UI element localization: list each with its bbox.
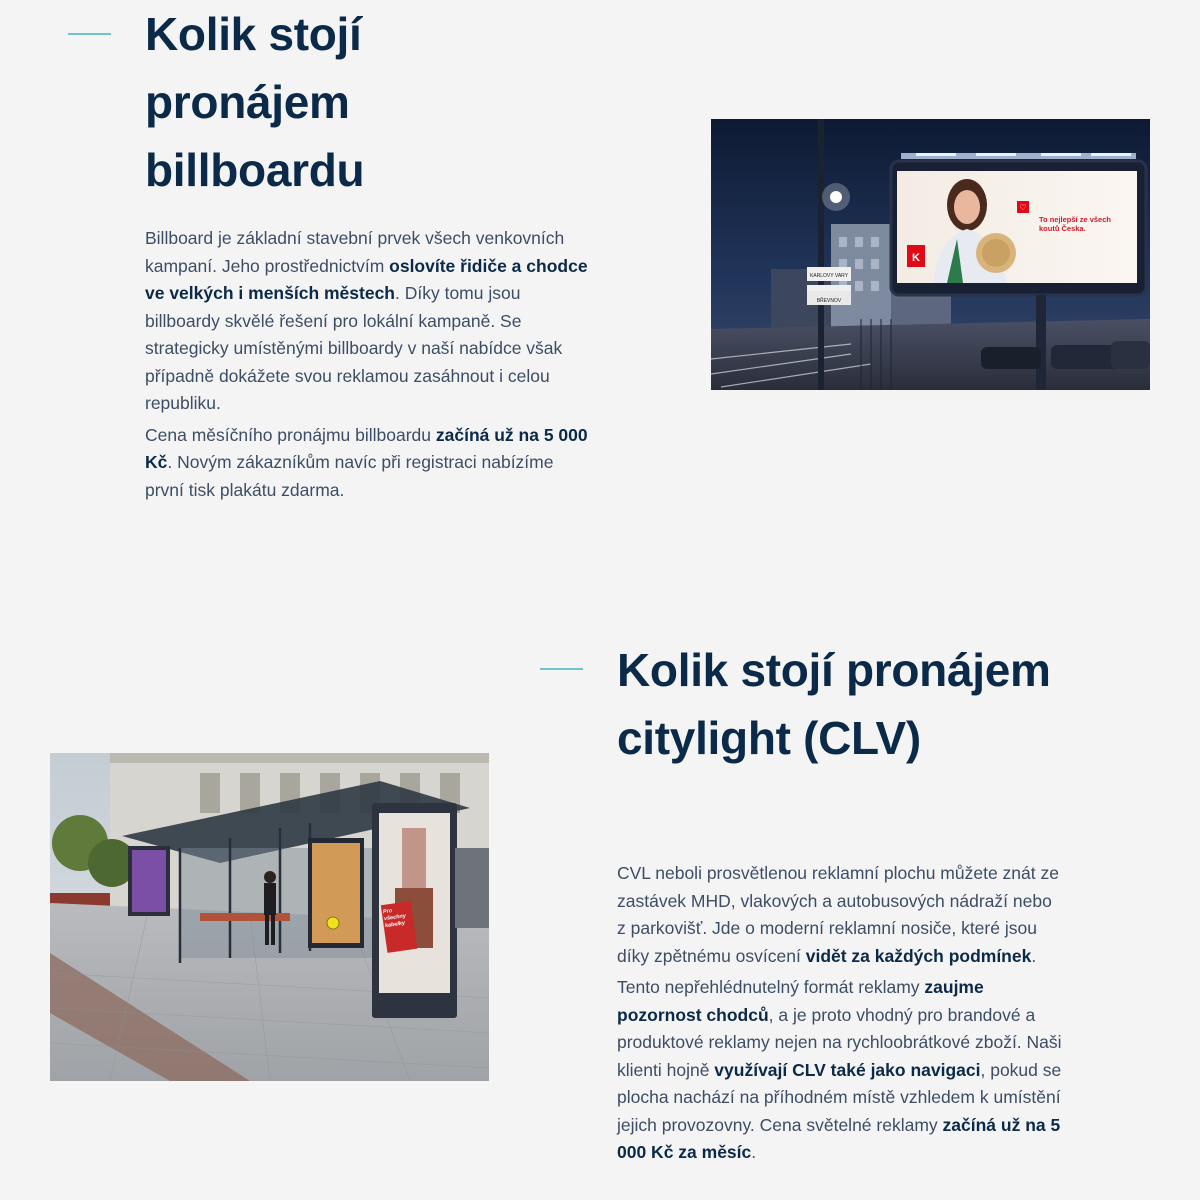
billboard-section (0, 0, 1200, 560)
billboard-description (145, 225, 590, 508)
text-run: . Novým zákazníkům navíc při registraci nabízíme první tisk plakátu zdarma. (145, 452, 554, 500)
text-run: CVL neboli prosvětlenou reklamní plochu můžete znát ze zastávek MHD, vlakových a autobusových nádraží nebo z parkovišť. Jde o moderní reklamní nosiče, které jsou díky zpětnému osvícení (617, 863, 1059, 966)
street-sign-text: BŘEVNOV (816, 298, 842, 304)
citylight-photo (50, 753, 489, 1081)
text-run: , pokud se plocha nachází na příhodném místě vzhledem k umístění jejich provozovny. Cena světelné reklamy (617, 1059, 1062, 1135)
billboard-ad-text: To nejlepší ze všech koutů Česka. (1039, 215, 1111, 233)
bold-text: oslovíte řidiče a chodce ve velkých i menších městech (145, 255, 588, 303)
citylight-section (0, 600, 1200, 1200)
text-run: . (751, 1142, 757, 1162)
citylight-heading: Kolik stojí pronájem citylight (CLV) (617, 644, 1051, 764)
text-run: . (1031, 945, 1037, 966)
paragraph (617, 860, 1062, 970)
bold-text: začíná už na 5 000 Kč za měsíc (617, 1114, 1061, 1162)
paragraph (145, 422, 590, 505)
text-run: Tento nepřehlédnutelný formát reklamy (617, 977, 925, 997)
clv-ad-text: Pro všechny kabelky (382, 908, 407, 930)
billboard-photo (711, 119, 1150, 390)
billboard-heading: Kolik stojí pronájem billboardu (145, 8, 365, 196)
citylight-description (617, 860, 1062, 1171)
paragraph (617, 974, 1062, 1167)
paragraph (145, 225, 590, 418)
accent-line (540, 668, 583, 670)
bold-text: využívají CLV také jako navigaci (714, 1059, 981, 1080)
text-run: Cena měsíčního pronájmu billboardu (145, 424, 436, 445)
accent-line (68, 33, 111, 35)
svg-text:♡: ♡ (1019, 203, 1027, 212)
svg-text:K: K (912, 252, 920, 264)
bold-text: vidět za každých podmínek (805, 945, 1032, 966)
text-run: , a je proto vhodný pro brandové a produktové reklamy nejen na rychloobrátkové zboží. Naši klienti hojně (617, 1004, 1062, 1080)
bold-text: zaujme pozornost chodců (617, 977, 984, 1025)
text-run: Billboard je základní stavební prvek všech venkovních kampaní. Jeho prostřednictvím (145, 228, 565, 276)
bold-text: začíná už na 5 000 Kč (145, 424, 588, 472)
text-run: . Díky tomu jsou billboardy skvělé řešení pro lokální kampaně. Se strategicky umístěnými billboardy v naší nabídce však případně dokážete svou reklamou zasáhnout i celou republiku. (145, 283, 563, 413)
street-sign-text: KARLOVY VARY (809, 273, 849, 279)
